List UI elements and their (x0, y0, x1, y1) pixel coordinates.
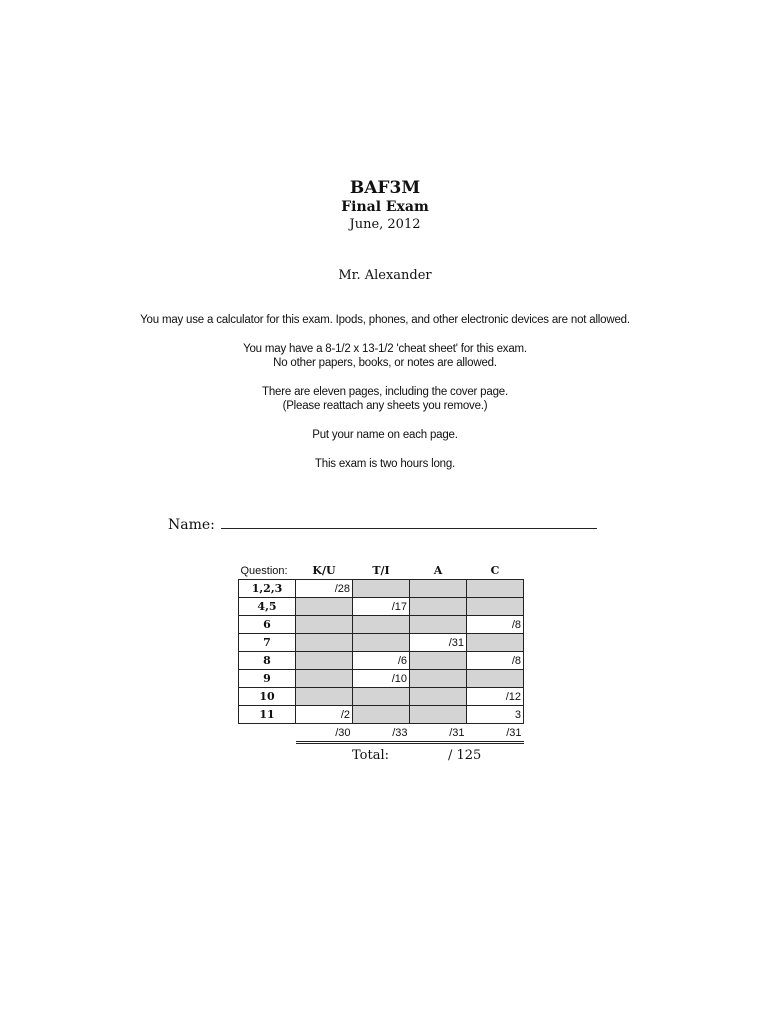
column-header-c: C (490, 564, 500, 577)
score-cell-a (410, 616, 467, 634)
question-number: 1,2,3 (239, 580, 296, 598)
score-cell-a (410, 598, 467, 616)
score-cell-c (467, 598, 524, 616)
question-number: 11 (239, 706, 296, 724)
score-cell-ti (353, 616, 410, 634)
question-number: 9 (239, 670, 296, 688)
totals-spacer (239, 724, 296, 743)
total-ti: /33 (353, 724, 410, 743)
score-cell-a (410, 580, 467, 598)
instruction-cheat-sheet: You may have a 8-1/2 x 13-1/2 'cheat sheet' for this exam. (243, 343, 527, 355)
table-row (239, 688, 524, 706)
score-cell-ti: /6 (353, 652, 410, 670)
total-a: /31 (410, 724, 467, 743)
score-cell-c: /8 (467, 652, 524, 670)
score-cell-ti (353, 688, 410, 706)
score-table-header (239, 562, 524, 580)
score-cell-a (410, 670, 467, 688)
instruction-name: Put your name on each page. (312, 429, 458, 441)
question-number: 6 (239, 616, 296, 634)
course-code: BAF3M (349, 178, 421, 198)
score-cell-ti: /10 (353, 670, 410, 688)
grand-total-label: Total: (352, 748, 390, 763)
score-cell-a (410, 688, 467, 706)
name-label: Name: (168, 517, 215, 533)
score-cell-c: 3 (467, 706, 524, 724)
column-header-a: A (433, 564, 443, 577)
score-cell-ku (296, 598, 353, 616)
table-row (239, 634, 524, 652)
question-number: 7 (239, 634, 296, 652)
teacher-name: Mr. Alexander (338, 268, 432, 283)
table-row (239, 652, 524, 670)
score-cell-c (467, 634, 524, 652)
name-input-line[interactable] (221, 514, 597, 529)
grand-total-value: / 125 (448, 748, 482, 763)
score-cell-c: /8 (467, 616, 524, 634)
table-row (239, 670, 524, 688)
column-header-ku: K/U (312, 564, 336, 577)
score-cell-ti (353, 580, 410, 598)
score-totals-row (239, 724, 524, 743)
total-c: /31 (467, 724, 524, 743)
instruction-reattach: (Please reattach any sheets you remove.) (282, 400, 488, 412)
table-row (239, 580, 524, 598)
score-cell-a: /31 (410, 634, 467, 652)
score-cell-ku (296, 688, 353, 706)
question-number: 8 (239, 652, 296, 670)
column-header-ti: T/I (372, 564, 390, 577)
instruction-calculator: You may use a calculator for this exam. Ipods, phones, and other electronic devices are not allowed. (140, 314, 630, 326)
table-row (239, 616, 524, 634)
question-number: 10 (239, 688, 296, 706)
exam-date: June, 2012 (349, 217, 421, 232)
instruction-page-count: There are eleven pages, including the cover page. (262, 386, 508, 398)
score-cell-c (467, 580, 524, 598)
score-cell-ku (296, 634, 353, 652)
score-cell-a (410, 652, 467, 670)
score-cell-ti: /17 (353, 598, 410, 616)
score-cell-ku: /28 (296, 580, 353, 598)
score-cell-ku (296, 670, 353, 688)
score-cell-c (467, 670, 524, 688)
total-ku: /30 (296, 724, 353, 743)
score-cell-a (410, 706, 467, 724)
score-cell-c: /12 (467, 688, 524, 706)
score-table (238, 562, 524, 744)
score-cell-ku: /2 (296, 706, 353, 724)
question-label: Question: (240, 564, 288, 577)
table-row (239, 706, 524, 724)
score-cell-ku (296, 616, 353, 634)
question-number: 4,5 (239, 598, 296, 616)
instruction-duration: This exam is two hours long. (314, 458, 456, 470)
score-cell-ku (296, 652, 353, 670)
score-cell-ti (353, 634, 410, 652)
exam-title: Final Exam (341, 199, 429, 215)
score-cell-ti (353, 706, 410, 724)
name-field (168, 514, 597, 533)
instruction-no-papers: No other papers, books, or notes are allowed. (273, 357, 497, 369)
table-row (239, 598, 524, 616)
